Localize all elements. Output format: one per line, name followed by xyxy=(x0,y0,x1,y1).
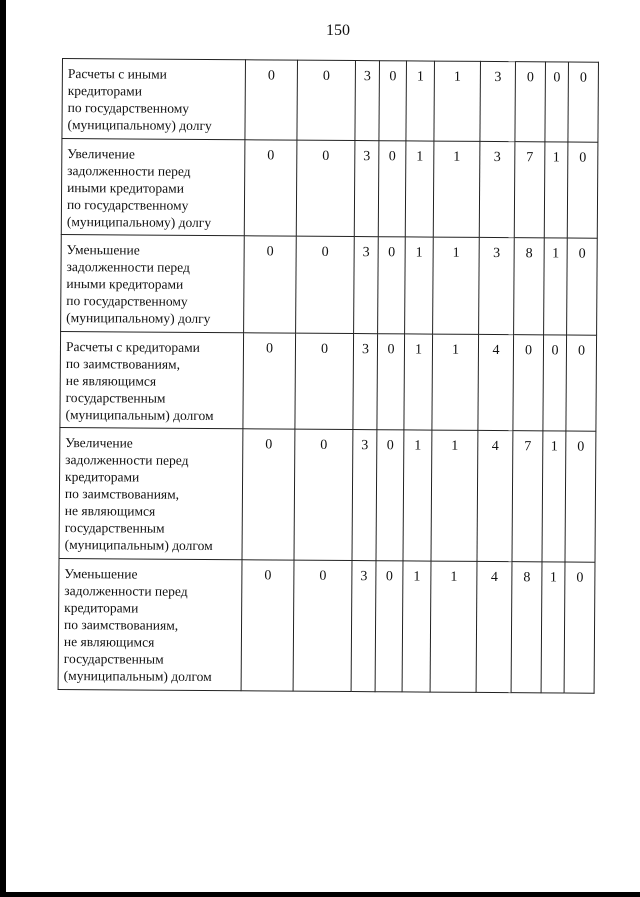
code-digit: 0 xyxy=(376,430,404,561)
table-row xyxy=(62,59,599,143)
code-digit: 1 xyxy=(432,334,479,430)
code-digit: 0 xyxy=(564,562,595,693)
code-digit: 8 xyxy=(511,562,542,693)
code-digit: 4 xyxy=(476,561,512,692)
code-digit: 0 xyxy=(243,333,296,429)
description-line: иными кредиторами xyxy=(66,276,184,292)
row-description xyxy=(60,331,244,428)
code-digit: 1 xyxy=(434,61,481,141)
code-digit: 0 xyxy=(294,429,353,560)
code-digit: 3 xyxy=(353,334,378,430)
code-digit: 1 xyxy=(541,562,565,693)
code-digit: 1 xyxy=(431,430,478,561)
code-digit: 0 xyxy=(242,429,295,560)
code-digit: 3 xyxy=(351,561,376,692)
code-digit: 0 xyxy=(295,333,354,429)
page-number: 150 xyxy=(326,22,350,39)
description-line: (муниципальным) долгом xyxy=(65,407,214,424)
table-row xyxy=(61,139,598,239)
code-digit: 0 xyxy=(244,236,297,333)
code-digit: 7 xyxy=(514,142,545,238)
budget-classification-table xyxy=(58,58,599,694)
code-digit: 0 xyxy=(297,60,356,140)
description-line: Увеличение xyxy=(67,146,135,162)
description-line: не являющимся xyxy=(64,503,156,519)
description-line: по государственному xyxy=(66,197,189,213)
code-digit: 0 xyxy=(296,140,355,236)
row-description xyxy=(62,59,246,140)
code-digit: 7 xyxy=(512,431,543,562)
code-digit: 4 xyxy=(477,430,513,561)
code-digit: 1 xyxy=(544,238,568,335)
description-line: кредиторами xyxy=(67,83,143,99)
code-digit: 3 xyxy=(479,141,515,237)
description-line: Уменьшение xyxy=(64,566,138,582)
description-line: по заимствованиям, xyxy=(65,356,181,372)
code-digit: 0 xyxy=(565,431,596,562)
code-digit: 1 xyxy=(405,141,434,237)
code-digit: 0 xyxy=(567,238,598,335)
table-row xyxy=(58,558,595,693)
description-line: (муниципальным) долгом xyxy=(63,668,212,685)
description-line: не являющимся xyxy=(63,634,155,650)
description-line: кредиторами xyxy=(65,469,140,485)
code-digit: 0 xyxy=(245,60,298,140)
description-line: (муниципальному) долгу xyxy=(67,117,212,134)
row-description xyxy=(61,234,245,332)
code-digit: 0 xyxy=(241,560,294,691)
code-digit: 3 xyxy=(480,61,516,141)
code-digit: 0 xyxy=(515,62,546,142)
row-description xyxy=(58,558,242,690)
description-line: по заимствованиям, xyxy=(64,486,180,502)
description-line: задолженности перед xyxy=(66,259,190,275)
code-digit: 0 xyxy=(378,237,406,334)
scan-edge-bottom xyxy=(0,892,640,897)
code-digit: 0 xyxy=(293,560,352,691)
description-line: по государственному xyxy=(66,293,188,309)
code-digit: 0 xyxy=(379,61,407,141)
row-description xyxy=(59,427,243,559)
table-row xyxy=(59,427,596,562)
description-line: (муниципальному) долгу xyxy=(66,214,212,231)
code-digit: 1 xyxy=(403,430,432,561)
description-line: Расчеты с иными xyxy=(67,66,167,82)
row-description xyxy=(61,139,245,236)
description-line: (муниципальному) долгу xyxy=(66,310,211,327)
code-digit: 0 xyxy=(568,62,599,142)
code-digit: 0 xyxy=(375,561,403,692)
description-line: государственным xyxy=(65,390,166,406)
code-digit: 1 xyxy=(433,141,480,237)
description-line: Расчеты с кредиторами xyxy=(65,339,200,355)
code-digit: 1 xyxy=(406,61,435,141)
description-line: не являющимся xyxy=(65,373,157,389)
description-line: Увеличение xyxy=(65,435,133,451)
scan-edge-left xyxy=(0,0,6,897)
description-line: кредиторами xyxy=(64,600,139,616)
code-digit: 0 xyxy=(545,62,569,142)
description-line: задолженности перед xyxy=(67,163,191,179)
code-digit: 0 xyxy=(543,335,567,431)
code-digit: 3 xyxy=(479,237,515,334)
code-digit: 1 xyxy=(402,561,431,692)
description-line: задолженности перед xyxy=(64,583,188,599)
code-digit: 1 xyxy=(433,237,480,334)
code-digit: 0 xyxy=(377,334,405,430)
code-digit: 1 xyxy=(542,431,566,562)
code-digit: 0 xyxy=(566,335,597,431)
code-digit: 3 xyxy=(352,430,377,561)
description-line: государственным xyxy=(64,520,165,536)
code-digit: 8 xyxy=(514,238,545,335)
description-line: по заимствованиям, xyxy=(63,617,179,633)
table-body xyxy=(58,59,598,694)
code-digit: 1 xyxy=(404,334,433,430)
code-digit: 3 xyxy=(354,141,379,237)
code-digit: 0 xyxy=(513,335,544,431)
code-digit: 3 xyxy=(355,61,380,141)
description-line: по государственному xyxy=(67,100,190,116)
code-digit: 4 xyxy=(478,334,514,430)
code-digit: 1 xyxy=(405,237,434,334)
description-line: иными кредиторами xyxy=(67,180,185,196)
code-digit: 0 xyxy=(567,142,598,238)
code-digit: 0 xyxy=(296,236,355,333)
code-digit: 0 xyxy=(378,141,406,237)
code-digit: 0 xyxy=(244,140,297,236)
code-digit: 1 xyxy=(544,142,568,238)
description-line: задолженности перед xyxy=(65,452,189,468)
code-digit: 1 xyxy=(430,561,477,692)
table-row xyxy=(60,331,597,431)
code-digit: 3 xyxy=(354,237,379,334)
description-line: Уменьшение xyxy=(66,242,140,258)
description-line: (муниципальным) долгом xyxy=(64,537,213,554)
table-row xyxy=(61,234,598,335)
description-line: государственным xyxy=(63,651,164,667)
